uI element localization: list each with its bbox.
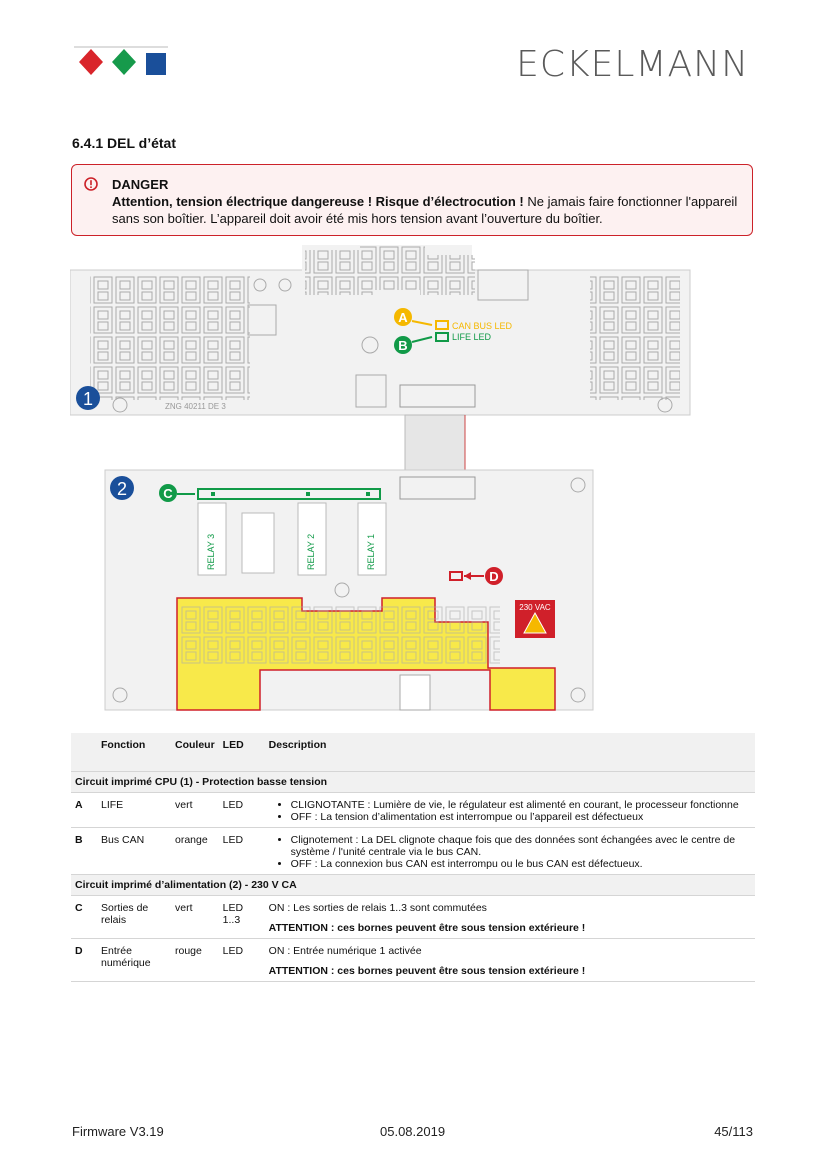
danger-body-text: Ne jamais faire fonctionner l'appareil sans son boîtier. L’appareil doit avoir été mis hors tension avant l’ouverture du boîtier.: [112, 194, 738, 226]
power-board: [105, 470, 593, 710]
cpu-board: [70, 245, 690, 415]
row-fonction: Bus CAN: [97, 828, 171, 875]
group-cpu-title: Circuit imprimé CPU (1) - Protection basse tension: [71, 772, 755, 793]
col-fonction-header: Fonction: [97, 733, 171, 772]
row-couleur: rouge: [171, 939, 219, 982]
table-row: [71, 828, 755, 875]
eckelmann-logo: [74, 44, 168, 80]
table-row: [71, 939, 755, 982]
row-couleur: vert: [171, 896, 219, 939]
col-key-header: [71, 733, 97, 772]
led-board-diagram: [70, 245, 760, 715]
danger-bold-text: Attention, tension électrique dangereuse ! Risque d’électrocution !: [112, 194, 524, 209]
callout-d: D: [489, 569, 499, 584]
board1-number: 1: [82, 389, 94, 409]
footer-firmware: Firmware V3.19: [72, 1124, 164, 1139]
danger-label: DANGER: [112, 177, 169, 192]
brand-wordmark: ECKELMANN: [516, 44, 749, 85]
row-fonction: Entrée numérique: [97, 939, 171, 982]
led-a-label: CAN BUS LED: [452, 321, 513, 331]
led-b-label: LIFE LED: [452, 332, 492, 342]
callout-a: A: [398, 310, 408, 325]
table-row: [71, 896, 755, 939]
row-couleur: vert: [171, 793, 219, 828]
row-description: [265, 896, 755, 939]
col-led-header: LED: [219, 733, 265, 772]
row-led: LED 1..3: [219, 896, 265, 939]
desc-item: • OFF : La tension d’alimentation est interrompue ou l’appareil est défectueux: [291, 811, 751, 823]
table-row: [71, 793, 755, 828]
board2-number: 2: [116, 479, 128, 499]
desc-item: • OFF : La connexion bus CAN est interrompu ou le bus CAN est défectueux.: [291, 858, 751, 870]
row-fonction: Sorties de relais: [97, 896, 171, 939]
desc-text: ON : Entrée numérique 1 activée: [268, 945, 422, 957]
row-key: A: [71, 793, 97, 828]
row-fonction: LIFE: [97, 793, 171, 828]
danger-notice: [71, 164, 753, 236]
row-description: [265, 828, 755, 875]
danger-text: [112, 193, 742, 227]
row-couleur: orange: [171, 828, 219, 875]
desc-item: • Clignotement : La DEL clignote chaque fois que des données sont échangées avec le centre de système / l'unité centrale via le bus CAN.: [291, 834, 751, 858]
col-couleur-header: Couleur: [171, 733, 219, 772]
footer-page-number: 45/113: [714, 1124, 753, 1139]
desc-text: ON : Les sorties de relais 1..3 sont commutées: [268, 902, 487, 914]
section-title: 6.4.1 DEL d’état: [72, 135, 177, 151]
footer-date: 05.08.2019: [380, 1124, 446, 1139]
row-led: LED: [219, 939, 265, 982]
row-description: [265, 939, 755, 982]
row-key: B: [71, 828, 97, 875]
warning-icon: [84, 177, 98, 191]
col-description-header: Description: [265, 733, 755, 772]
row-description: [265, 793, 755, 828]
relay3-label: RELAY 3: [206, 533, 216, 570]
row-led: LED: [219, 828, 265, 875]
desc-item: • CLIGNOTANTE : Lumière de vie, le régulateur est alimenté en courant, le processeur fonctionne: [291, 799, 751, 811]
desc-warning: ATTENTION : ces bornes peuvent être sous tension extérieure !: [268, 965, 586, 977]
board1-marking: ZNG 40211 DE 3: [165, 402, 226, 411]
row-led: LED: [219, 793, 265, 828]
led-table: [71, 733, 755, 982]
row-key: D: [71, 939, 97, 982]
relay1-label: RELAY 1: [366, 533, 376, 570]
table-group-row: [71, 772, 755, 793]
row-key: C: [71, 896, 97, 939]
desc-warning: ATTENTION : ces bornes peuvent être sous tension extérieure !: [268, 922, 586, 934]
relay2-label: RELAY 2: [306, 533, 316, 570]
callout-b: B: [398, 338, 408, 353]
hv-label: 230 VAC: [519, 603, 551, 612]
callout-c: C: [163, 486, 173, 501]
group-power-title: Circuit imprimé d’alimentation (2) - 230 V CA: [71, 875, 755, 896]
table-header-row: [71, 733, 755, 772]
table-group-row: [71, 875, 755, 896]
